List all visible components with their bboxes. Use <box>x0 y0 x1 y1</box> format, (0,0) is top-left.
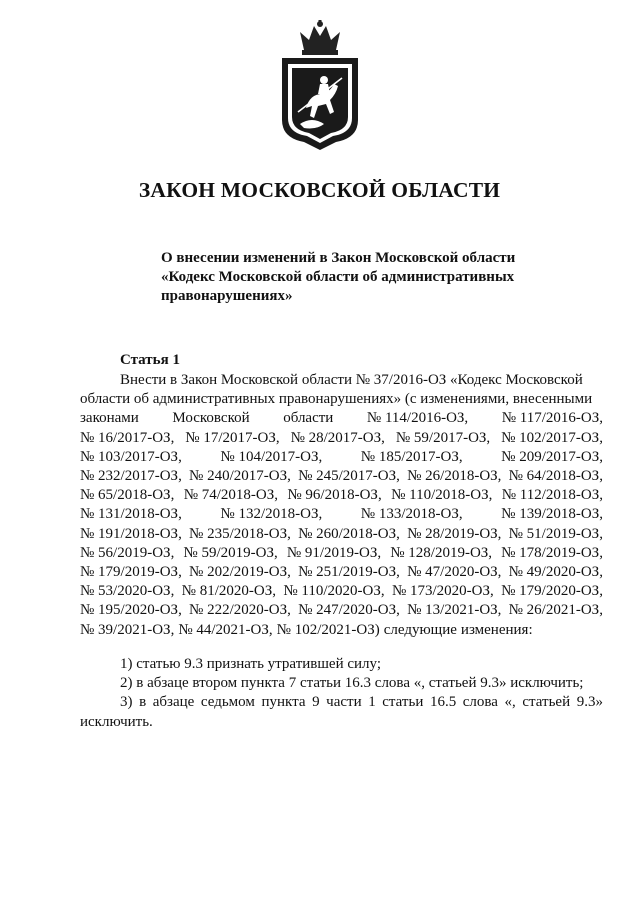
text-fragment: № 104/2017-ОЗ, <box>220 448 323 465</box>
subtitle-line: правонарушениях» <box>161 288 293 304</box>
text-fragment: № 235/2018-ОЗ, <box>189 525 291 542</box>
text-fragment: области об административных правонарушениях» (с изменениями, внесенными <box>80 391 593 408</box>
text-fragment: № 102/2021-ОЗ) <box>276 621 380 638</box>
text-fragment: № 114/2016-ОЗ, <box>366 410 469 427</box>
text-fragment: № 179/2020-ОЗ, <box>501 583 603 600</box>
document-subtitle <box>161 249 515 306</box>
text-fragment: № 96/2018-ОЗ, <box>287 487 382 504</box>
text-fragment: № 51/2019-ОЗ, <box>508 525 603 542</box>
text-fragment: изменения: <box>460 621 533 638</box>
text-fragment: № 53/2020-ОЗ, <box>80 583 175 600</box>
text-fragment: 3) <box>120 694 133 711</box>
text-fragment: № 260/2018-ОЗ, <box>298 525 400 542</box>
text-fragment: № 91/2019-ОЗ, <box>286 544 382 561</box>
text-fragment: № 251/2019-ОЗ, <box>298 564 400 581</box>
text-line <box>80 544 603 563</box>
text-fragment: № 39/2021-ОЗ, <box>80 621 175 638</box>
article-body <box>80 371 603 640</box>
text-fragment: слова <box>462 694 498 711</box>
text-fragment: пункта <box>261 694 306 711</box>
text-fragment: № 178/2019-ОЗ, <box>501 544 603 561</box>
text-fragment: № 65/2018-ОЗ, <box>80 487 175 504</box>
text-fragment: № 110/2020-ОЗ, <box>283 583 385 600</box>
text-line <box>80 429 603 448</box>
text-fragment: № 202/2019-ОЗ, <box>189 564 291 581</box>
text-fragment: № 17/2017-ОЗ, <box>185 429 280 446</box>
text-fragment: статьи <box>382 694 424 711</box>
text-fragment: № 47/2020-ОЗ, <box>407 564 502 581</box>
text-fragment: № 232/2017-ОЗ, <box>80 468 182 485</box>
text-fragment: № 59/2019-ОЗ, <box>183 544 278 561</box>
text-fragment: Московской <box>172 410 250 427</box>
text-fragment: статьей <box>522 694 571 711</box>
text-fragment: № 191/2018-ОЗ, <box>80 525 182 542</box>
text-fragment: № 13/2021-ОЗ, <box>407 602 502 619</box>
text-fragment: № 133/2018-ОЗ, <box>360 506 463 523</box>
text-fragment: № 103/2017-ОЗ, <box>80 448 182 465</box>
text-fragment: № 131/2018-ОЗ, <box>80 506 182 523</box>
text-fragment: следующие <box>383 621 457 638</box>
text-line <box>80 409 603 428</box>
text-fragment: седьмом <box>200 694 255 711</box>
list-item: 1) статью 9.3 признать утратившей силу; <box>120 656 381 672</box>
text-fragment: № 44/2021-ОЗ, <box>178 621 273 638</box>
text-fragment: в <box>139 694 147 711</box>
text-fragment: № 112/2018-ОЗ, <box>501 487 603 504</box>
text-fragment: № 185/2017-ОЗ, <box>360 448 463 465</box>
text-fragment: № 128/2019-ОЗ, <box>390 544 493 561</box>
text-fragment: абзаце <box>152 694 195 711</box>
text-fragment: № 132/2018-ОЗ, <box>220 506 323 523</box>
text-fragment: № 28/2017-ОЗ, <box>290 429 385 446</box>
text-line <box>80 505 603 524</box>
subtitle-line: «Кодекс Московской области об административных <box>161 269 515 285</box>
text-fragment: № 102/2017-ОЗ, <box>501 429 603 446</box>
text-line <box>80 371 603 390</box>
text-fragment: № 179/2019-ОЗ, <box>80 564 182 581</box>
subtitle-line: О внесении изменений в Закон Московской области <box>161 250 516 266</box>
text-fragment: № 49/2020-ОЗ, <box>508 564 603 581</box>
list-item-continuation: исключить. <box>80 713 153 730</box>
text-fragment: № 16/2017-ОЗ, <box>80 429 175 446</box>
text-line <box>80 563 603 582</box>
text-fragment: «, <box>504 694 516 711</box>
text-fragment: № 222/2020-ОЗ, <box>189 602 291 619</box>
text-fragment: № 247/2020-ОЗ, <box>298 602 400 619</box>
text-fragment: законами <box>80 410 139 427</box>
text-fragment: № 117/2016-ОЗ, <box>501 410 603 427</box>
article-heading: Статья 1 <box>120 352 180 368</box>
text-line <box>80 621 603 640</box>
document-title: ЗАКОН МОСКОВСКОЙ ОБЛАСТИ <box>138 178 501 202</box>
text-fragment: № 173/2020-ОЗ, <box>391 583 494 600</box>
text-fragment: 1 <box>368 694 376 711</box>
text-fragment: № 245/2017-ОЗ, <box>298 468 400 485</box>
text-fragment: № 81/2020-ОЗ, <box>181 583 276 600</box>
text-line <box>80 486 603 505</box>
text-fragment: части <box>326 694 362 711</box>
text-fragment: № 26/2021-ОЗ, <box>508 602 603 619</box>
amendment-list <box>80 655 603 732</box>
list-item: 2) в абзаце втором пункта 7 статьи 16.3 слова «, статьей 9.3» исключить; <box>120 675 584 692</box>
text-fragment: № 59/2017-ОЗ, <box>395 429 491 446</box>
text-line <box>80 448 603 467</box>
text-fragment: № 209/2017-ОЗ, <box>501 448 603 465</box>
text-fragment: № 139/2018-ОЗ, <box>501 506 603 523</box>
text-line <box>80 601 603 620</box>
text-line <box>80 582 603 601</box>
moscow-oblast-coat-of-arms-icon <box>276 20 364 152</box>
text-fragment: № 64/2018-ОЗ, <box>508 468 603 485</box>
text-fragment: № 56/2019-ОЗ, <box>80 544 175 561</box>
text-fragment: № 195/2020-ОЗ, <box>80 602 182 619</box>
list-item <box>80 693 603 712</box>
text-fragment: № 26/2018-ОЗ, <box>407 468 502 485</box>
text-fragment: № 74/2018-ОЗ, <box>183 487 279 504</box>
text-fragment: 16.5 <box>429 694 457 711</box>
text-line <box>80 390 603 409</box>
text-fragment: Внести в Закон Московской области № 37/2016-ОЗ «Кодекс Московской <box>120 372 583 388</box>
text-line <box>80 467 603 486</box>
text-fragment: 9 <box>312 694 320 711</box>
text-fragment: области <box>283 410 334 427</box>
text-fragment: 9.3» <box>576 694 603 711</box>
text-fragment: № 110/2018-ОЗ, <box>391 487 493 504</box>
text-fragment: № 28/2019-ОЗ, <box>407 525 502 542</box>
text-line <box>80 525 603 544</box>
text-fragment: № 240/2017-ОЗ, <box>189 468 291 485</box>
